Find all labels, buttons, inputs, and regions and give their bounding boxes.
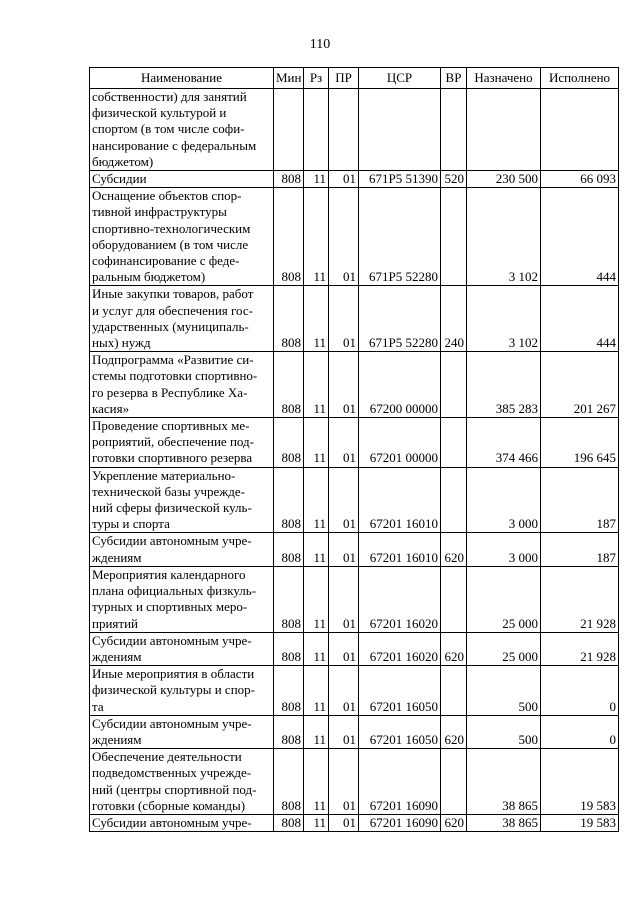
name-line: ждениям	[92, 549, 142, 565]
section-cell: 11	[304, 666, 329, 716]
assigned-cell: 3 102	[467, 188, 541, 286]
subsection-cell: 01	[329, 533, 359, 566]
executed-cell: 19 583	[541, 749, 619, 815]
name-line: Оснащение объектов спор-	[92, 188, 242, 204]
expense-type-cell	[441, 352, 467, 418]
subsection-cell: 01	[329, 715, 359, 748]
header-csr: ЦСР	[359, 68, 441, 89]
subsection-cell	[329, 89, 359, 171]
name-cell	[90, 89, 274, 171]
ministry-cell: 808	[274, 286, 304, 352]
expense-type-cell	[441, 89, 467, 171]
section-cell: 11	[304, 715, 329, 748]
ministry-cell: 808	[274, 467, 304, 533]
subsection-cell: 01	[329, 566, 359, 632]
name-line: нансирование с федеральным	[92, 137, 257, 153]
subsection-cell: 01	[329, 632, 359, 665]
ministry-cell: 808	[274, 666, 304, 716]
section-cell: 11	[304, 286, 329, 352]
section-cell: 11	[304, 352, 329, 418]
name-line: физической культуры и спор-	[92, 682, 255, 698]
subsection-cell: 01	[329, 467, 359, 533]
section-cell: 11	[304, 566, 329, 632]
name-cell	[90, 467, 274, 533]
ministry-cell: 808	[274, 533, 304, 566]
name-line: ральным бюджетом)	[92, 269, 206, 285]
section-cell: 11	[304, 749, 329, 815]
name-line: спортивно-технологическим	[92, 220, 251, 236]
assigned-cell: 3 102	[467, 286, 541, 352]
executed-cell: 66 093	[541, 171, 619, 188]
name-cell	[90, 418, 274, 468]
expense-type-cell: 520	[441, 171, 467, 188]
assigned-cell: 500	[467, 715, 541, 748]
assigned-cell: 25 000	[467, 566, 541, 632]
executed-cell	[541, 89, 619, 171]
target-article-cell: 67201 16050	[359, 715, 441, 748]
assigned-cell: 374 466	[467, 418, 541, 468]
assigned-cell: 500	[467, 666, 541, 716]
name-cell	[90, 749, 274, 815]
section-cell: 11	[304, 632, 329, 665]
header-pr: ПР	[329, 68, 359, 89]
target-article-cell: 67201 16020	[359, 566, 441, 632]
budget-table	[89, 67, 619, 832]
target-article-cell: 671P5 52280	[359, 286, 441, 352]
executed-cell: 19 583	[541, 814, 619, 831]
table-body	[90, 89, 619, 832]
executed-cell: 187	[541, 533, 619, 566]
expense-type-cell	[441, 666, 467, 716]
name-cell	[90, 814, 274, 831]
section-cell: 11	[304, 814, 329, 831]
target-article-cell: 67201 16090	[359, 814, 441, 831]
table-row	[90, 286, 619, 352]
name-line: готовки спортивного резерва	[92, 450, 253, 466]
ministry-cell: 808	[274, 566, 304, 632]
expense-type-cell	[441, 188, 467, 286]
table-row	[90, 814, 619, 831]
subsection-cell: 01	[329, 418, 359, 468]
name-cell	[90, 533, 274, 566]
executed-cell: 444	[541, 286, 619, 352]
assigned-cell: 38 865	[467, 814, 541, 831]
expense-type-cell: 620	[441, 715, 467, 748]
header-rz: Рз	[304, 68, 329, 89]
assigned-cell: 38 865	[467, 749, 541, 815]
name-line: Субсидии автономным учре-	[92, 533, 252, 549]
assigned-cell: 3 000	[467, 533, 541, 566]
name-cell	[90, 632, 274, 665]
header-vr: ВР	[441, 68, 467, 89]
name-line: ний сферы физической куль-	[92, 500, 252, 516]
assigned-cell: 385 283	[467, 352, 541, 418]
executed-cell: 21 928	[541, 566, 619, 632]
subsection-cell: 01	[329, 749, 359, 815]
subsection-cell: 01	[329, 352, 359, 418]
assigned-cell	[467, 89, 541, 171]
name-line: оборудованием (в том числе	[92, 236, 249, 252]
target-article-cell	[359, 89, 441, 171]
name-line: Обеспечение деятельности	[92, 749, 242, 765]
name-line: Мероприятия календарного	[92, 566, 246, 582]
name-line: приятий	[92, 615, 138, 631]
table-row	[90, 533, 619, 566]
name-line: софинансирование с феде-	[92, 253, 240, 269]
expense-type-cell	[441, 749, 467, 815]
name-line: Субсидии	[92, 171, 147, 187]
ministry-cell: 808	[274, 352, 304, 418]
table-row	[90, 666, 619, 716]
header-min: Мин	[274, 68, 304, 89]
name-cell	[90, 352, 274, 418]
name-line: Субсидии автономным учре-	[92, 715, 252, 731]
executed-cell: 0	[541, 666, 619, 716]
executed-cell: 201 267	[541, 352, 619, 418]
target-article-cell: 67201 16010	[359, 533, 441, 566]
name-line: роприятий, обеспечение под-	[92, 434, 254, 450]
name-line: ударственных (муниципаль-	[92, 318, 249, 334]
name-line: Субсидии автономным учре-	[92, 814, 252, 830]
name-line: Проведение спортивных ме-	[92, 418, 250, 434]
section-cell: 11	[304, 533, 329, 566]
name-line: та	[92, 698, 104, 714]
table-row	[90, 418, 619, 468]
subsection-cell: 01	[329, 814, 359, 831]
header-name: Наименование	[90, 68, 274, 89]
name-line: и услуг для обеспечения гос-	[92, 302, 253, 318]
name-line: тивной инфраструктуры	[92, 204, 227, 220]
subsection-cell: 01	[329, 666, 359, 716]
name-line: бюджетом)	[92, 153, 154, 169]
name-cell	[90, 666, 274, 716]
header-row	[90, 68, 619, 89]
name-line: касия»	[92, 400, 130, 416]
name-line: ждениям	[92, 648, 142, 664]
target-article-cell: 67201 16050	[359, 666, 441, 716]
name-line: Иные закупки товаров, работ	[92, 286, 254, 302]
name-line: спортом (в том числе софи-	[92, 121, 245, 137]
table-row	[90, 352, 619, 418]
expense-type-cell: 240	[441, 286, 467, 352]
name-line: плана официальных физкуль-	[92, 583, 257, 599]
ministry-cell: 808	[274, 814, 304, 831]
ministry-cell	[274, 89, 304, 171]
name-line: Подпрограмма «Развитие си-	[92, 352, 254, 368]
target-article-cell: 671P5 52280	[359, 188, 441, 286]
target-article-cell: 671P5 51390	[359, 171, 441, 188]
name-line: го резерва в Республике Ха-	[92, 384, 248, 400]
subsection-cell: 01	[329, 171, 359, 188]
ministry-cell: 808	[274, 188, 304, 286]
assigned-cell: 230 500	[467, 171, 541, 188]
table-row	[90, 566, 619, 632]
expense-type-cell	[441, 566, 467, 632]
expense-type-cell	[441, 418, 467, 468]
subsection-cell: 01	[329, 286, 359, 352]
executed-cell: 196 645	[541, 418, 619, 468]
ministry-cell: 808	[274, 749, 304, 815]
name-line: Субсидии автономным учре-	[92, 632, 252, 648]
name-cell	[90, 171, 274, 188]
name-line: собственности) для занятий	[92, 89, 247, 104]
assigned-cell: 3 000	[467, 467, 541, 533]
target-article-cell: 67200 00000	[359, 352, 441, 418]
table-row	[90, 467, 619, 533]
name-line: подведомственных учрежде-	[92, 765, 252, 781]
name-line: ний (центры спортивной под-	[92, 781, 257, 797]
name-cell	[90, 715, 274, 748]
executed-cell: 187	[541, 467, 619, 533]
ministry-cell: 808	[274, 418, 304, 468]
table-row	[90, 89, 619, 171]
expense-type-cell: 620	[441, 533, 467, 566]
name-cell	[90, 566, 274, 632]
name-line: турных и спортивных меро-	[92, 599, 248, 615]
name-line: Укрепление материально-	[92, 467, 236, 483]
expense-type-cell	[441, 467, 467, 533]
section-cell: 11	[304, 467, 329, 533]
table-row	[90, 188, 619, 286]
table-row	[90, 632, 619, 665]
table-row	[90, 749, 619, 815]
header-executed: Исполнено	[541, 68, 619, 89]
name-line: ждениям	[92, 731, 142, 747]
target-article-cell: 67201 16090	[359, 749, 441, 815]
name-line: Иные мероприятия в области	[92, 666, 255, 682]
ministry-cell: 808	[274, 715, 304, 748]
section-cell: 11	[304, 188, 329, 286]
executed-cell: 0	[541, 715, 619, 748]
name-line: готовки (сборные команды)	[92, 797, 246, 813]
header-assigned: Назначено	[467, 68, 541, 89]
target-article-cell: 67201 16010	[359, 467, 441, 533]
subsection-cell: 01	[329, 188, 359, 286]
section-cell	[304, 89, 329, 171]
name-cell	[90, 286, 274, 352]
ministry-cell: 808	[274, 632, 304, 665]
target-article-cell: 67201 16020	[359, 632, 441, 665]
page-number: 110	[309, 37, 331, 52]
table-row	[90, 171, 619, 188]
executed-cell: 21 928	[541, 632, 619, 665]
name-line: физической культурой и	[92, 105, 227, 121]
name-line: ных) нужд	[92, 335, 151, 351]
name-cell	[90, 188, 274, 286]
table-row	[90, 715, 619, 748]
executed-cell: 444	[541, 188, 619, 286]
section-cell: 11	[304, 418, 329, 468]
assigned-cell: 25 000	[467, 632, 541, 665]
expense-type-cell: 620	[441, 814, 467, 831]
name-line: туры и спорта	[92, 516, 170, 532]
target-article-cell: 67201 00000	[359, 418, 441, 468]
section-cell: 11	[304, 171, 329, 188]
ministry-cell: 808	[274, 171, 304, 188]
expense-type-cell: 620	[441, 632, 467, 665]
name-line: технической базы учрежде-	[92, 483, 245, 499]
name-line: стемы подготовки спортивно-	[92, 368, 258, 384]
